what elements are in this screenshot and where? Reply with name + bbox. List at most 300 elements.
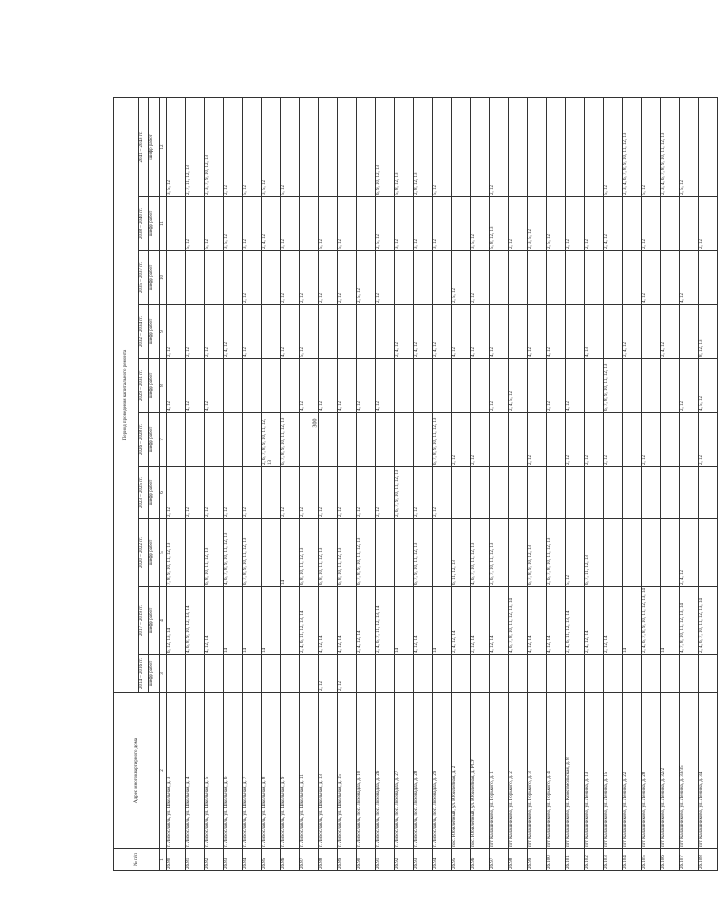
address-cell: г. Лихославль, ул. Школьная, д. 7 <box>243 693 262 849</box>
work-code-cell <box>243 655 262 693</box>
row-number-cell: 26.82 <box>205 849 224 871</box>
address-cell: г. Лихославль, пос. Лоховадла, д. 28 <box>414 693 433 849</box>
header-number: № п/п <box>114 849 160 871</box>
work-code-cell <box>186 413 205 467</box>
work-code-cell <box>661 655 680 693</box>
work-code-cell: 14 <box>433 587 452 655</box>
header-work-code: шифр работ <box>149 97 160 196</box>
work-code-cell: 4, 12, 14 <box>319 587 338 655</box>
table-row <box>699 97 718 870</box>
work-code-cell: 2, 12 <box>642 413 661 467</box>
column-number: 8 <box>160 359 167 413</box>
work-code-cell: 6, 7, 8, 9, 10, 11, 12, 13 <box>357 519 376 587</box>
work-code-cell: 2, 12 <box>528 413 547 467</box>
work-code-cell: 4, 13 <box>585 305 604 359</box>
work-code-cell: 5, 12 <box>205 197 224 251</box>
header-work-code: шифр работ <box>149 467 160 519</box>
work-code-cell: 2, 12 <box>433 467 452 519</box>
work-code-cell: 4, 12 <box>186 359 205 413</box>
work-code-cell <box>471 97 490 196</box>
work-code-cell <box>547 467 566 519</box>
work-code-cell: 4, 12 <box>471 305 490 359</box>
address-cell: г. Лихославль, пос. Лоховадла, д. 27 <box>395 693 414 849</box>
address-cell: пгт Калашниково, ул. Горького, д. 1 <box>490 693 509 849</box>
table-row <box>490 97 509 870</box>
work-code-cell <box>262 251 281 305</box>
work-code-cell: 2, 12 <box>224 467 243 519</box>
header-work-code: шифр работ <box>149 251 160 305</box>
work-code-cell: 14 <box>623 587 642 655</box>
work-code-cell: 2, 3, 5, 12 <box>528 197 547 251</box>
work-code-cell: 6, 9, 10, 12, 13 <box>376 97 395 196</box>
work-code-cell <box>509 97 528 196</box>
work-code-cell: 2, 12, 14 <box>604 587 623 655</box>
table-row <box>623 97 642 870</box>
work-code-cell <box>699 97 718 196</box>
work-code-cell: 2, 12 <box>186 305 205 359</box>
address-cell: г. Лихославль, ул. Школьная, д. 5 <box>205 693 224 849</box>
row-number-cell: 26.98 <box>509 849 528 871</box>
row-number-cell: 26.90 <box>357 849 376 871</box>
work-code-cell <box>699 467 718 519</box>
work-code-cell: 6, 8, 10, 11, 12, 13 <box>319 519 338 587</box>
work-code-cell: 6, 7, 8, 9, 10, 11, 12, 13 <box>433 413 452 467</box>
address-cell: пгт Калашниково, ул. Ленина, д. 34 <box>699 693 718 849</box>
work-code-cell: 2, 12 <box>319 655 338 693</box>
work-code-cell <box>452 655 471 693</box>
work-code-cell: 2, 6, 7, 10, 11, 12, 13 <box>490 519 509 587</box>
work-code-cell <box>186 251 205 305</box>
row-number-cell: 26.96 <box>471 849 490 871</box>
work-code-cell: 2, 5, 12 <box>547 197 566 251</box>
work-code-cell: 2, 6, 7, 9, 10, 11, 12, 13 <box>395 467 414 519</box>
work-code-cell <box>471 655 490 693</box>
work-code-cell <box>547 655 566 693</box>
work-code-cell: 2, 12 <box>167 467 186 519</box>
work-code-cell <box>338 413 357 467</box>
work-code-cell <box>262 305 281 359</box>
work-code-cell: 6, 7, 8, 9, 10, 11, 12, 13 <box>243 519 262 587</box>
work-code-cell: 2, 12 <box>376 251 395 305</box>
header-work-code: шифр работ <box>149 655 160 693</box>
work-code-cell <box>433 359 452 413</box>
work-code-cell: 2, 12 <box>680 359 699 413</box>
table-row <box>433 97 452 870</box>
work-code-cell: 2, 12 <box>566 413 585 467</box>
repair-schedule-table <box>113 97 718 871</box>
work-code-cell <box>642 655 661 693</box>
work-code-cell: 4, 6, 8, 9, 10, 12, 13, 14 <box>186 587 205 655</box>
work-code-cell <box>490 655 509 693</box>
work-code-cell <box>566 251 585 305</box>
work-code-cell <box>167 413 186 467</box>
work-code-cell <box>376 413 395 467</box>
row-number-cell: 26.93 <box>414 849 433 871</box>
address-cell: пгт Калашниково, ул. Горького, д. 3 <box>528 693 547 849</box>
work-code-cell: 2, 12 <box>414 467 433 519</box>
work-code-cell <box>509 519 528 587</box>
header-period: 2032 – 2034 гг. <box>139 305 149 359</box>
work-code-cell <box>471 467 490 519</box>
work-code-cell: 5, 12 <box>433 97 452 196</box>
work-code-cell: 3, 12 <box>395 197 414 251</box>
work-code-cell <box>680 467 699 519</box>
work-code-cell <box>661 251 680 305</box>
work-code-cell: 2, 4, 12 <box>395 305 414 359</box>
work-code-cell: 2, 12 <box>338 467 357 519</box>
work-code-cell: 2, 4, 6, 11, 12, 13, 14 <box>566 587 585 655</box>
work-code-cell: 4, 12, 14 <box>205 587 224 655</box>
work-code-cell: 4, 12 <box>281 305 300 359</box>
work-code-cell <box>699 519 718 587</box>
work-code-cell: 2, 12 <box>642 197 661 251</box>
work-code-cell <box>604 251 623 305</box>
work-code-cell: 4, 6, 7, 8, 9, 10, 11, 12, 13 <box>224 519 243 587</box>
table-row <box>167 97 186 870</box>
work-code-cell <box>300 413 319 467</box>
address-cell: пос. Юбилейный, ул. Юбилейная, д. 2 <box>452 693 471 849</box>
table-row <box>642 97 661 870</box>
work-code-cell: 4, 12 <box>300 359 319 413</box>
header-work-code: шифр работ <box>149 413 160 467</box>
work-code-cell <box>661 413 680 467</box>
address-cell: пгт Калашниково, ул. Ленина, д. 33/35 <box>680 693 699 849</box>
work-code-cell <box>509 655 528 693</box>
work-code-cell: 4, 12 <box>680 251 699 305</box>
work-code-cell: 4, 12, 14 <box>528 587 547 655</box>
work-code-cell <box>243 413 262 467</box>
work-code-cell <box>509 413 528 467</box>
work-code-cell <box>205 655 224 693</box>
work-code-cell <box>509 305 528 359</box>
work-code-cell <box>642 519 661 587</box>
work-code-cell: 14 <box>281 519 300 587</box>
work-code-cell: 4, 6, 7, 8, 10, 11, 12, 13, 14 <box>509 587 528 655</box>
work-code-cell: 2, 12 <box>566 197 585 251</box>
work-code-cell <box>528 467 547 519</box>
work-code-cell <box>566 467 585 519</box>
address-cell: пгт Калашниково, ул. Ленина, д. 22 <box>623 693 642 849</box>
work-code-cell <box>680 413 699 467</box>
work-code-cell <box>623 519 642 587</box>
work-code-cell: 2, 4, 12 <box>661 305 680 359</box>
work-code-cell <box>376 519 395 587</box>
work-code-cell: 6, 7, 8, 9, 10, 11, 12, 13 <box>281 413 300 467</box>
row-number-cell: 26.83 <box>224 849 243 871</box>
work-code-cell <box>167 251 186 305</box>
work-code-cell <box>262 359 281 413</box>
work-code-cell <box>642 467 661 519</box>
work-code-cell: 2, 12 <box>281 251 300 305</box>
work-code-cell <box>604 467 623 519</box>
work-code-cell: 2, 12 <box>338 251 357 305</box>
work-code-cell <box>357 305 376 359</box>
work-code-cell <box>452 467 471 519</box>
work-code-cell: 2, 4, 12 <box>623 305 642 359</box>
work-code-cell <box>528 251 547 305</box>
work-code-cell <box>224 359 243 413</box>
work-code-cell: 3, 5, 12 <box>167 97 186 196</box>
table-row <box>224 97 243 870</box>
work-code-cell <box>395 655 414 693</box>
work-code-cell <box>395 413 414 467</box>
work-code-cell <box>623 359 642 413</box>
work-code-cell: 6, 7, 8, 9, 10, 12, 13 <box>528 519 547 587</box>
header-work-code: шифр работ <box>149 359 160 413</box>
rotated-table-wrapper <box>113 98 704 871</box>
work-code-cell <box>300 655 319 693</box>
work-code-cell: 6, 11, 12, 13 <box>452 519 471 587</box>
work-code-cell <box>490 251 509 305</box>
work-code-cell <box>547 413 566 467</box>
header-period: 2041 – 2043 гг. <box>139 97 149 196</box>
work-code-cell <box>509 251 528 305</box>
work-code-cell <box>281 359 300 413</box>
work-code-cell <box>680 197 699 251</box>
work-code-cell <box>528 359 547 413</box>
work-code-cell: 14 <box>661 587 680 655</box>
work-code-cell: 4, 12, 14 <box>547 587 566 655</box>
table-row <box>376 97 395 870</box>
header-period: 2017 – 2019 гг. <box>139 587 149 655</box>
work-code-cell <box>604 655 623 693</box>
work-code-cell <box>414 359 433 413</box>
work-code-cell: 2, 4, 6, 7, 10, 11, 12, 13, 14 <box>699 587 718 655</box>
work-code-cell <box>661 359 680 413</box>
work-code-cell <box>262 467 281 519</box>
address-cell: г. Лихославль, ул. Школьная, д. 11 <box>300 693 319 849</box>
address-cell: пос. Юбилейный, ул. Юбилейная, д. РСУ <box>471 693 490 849</box>
work-code-cell <box>395 359 414 413</box>
work-code-cell: 2, 12 <box>167 305 186 359</box>
work-code-cell <box>623 413 642 467</box>
row-number-cell: 26.89 <box>338 849 357 871</box>
work-code-cell: 5, 12 <box>300 305 319 359</box>
work-code-cell: 2, 5, 12 <box>357 251 376 305</box>
work-code-cell: 2, 4, 6, 11, 12, 13, 14 <box>300 587 319 655</box>
work-code-cell <box>452 359 471 413</box>
work-code-cell <box>642 359 661 413</box>
work-code-cell: 2, 12 <box>300 467 319 519</box>
header-period: 2023 – 2025 гг. <box>139 467 149 519</box>
header-period: 2014 – 2016 гг. <box>139 655 149 693</box>
work-code-cell <box>604 519 623 587</box>
work-code-cell <box>585 97 604 196</box>
work-code-cell <box>642 305 661 359</box>
work-code-cell <box>167 655 186 693</box>
address-cell: г. Лихославль, ул. Школьная, д. 15 <box>338 693 357 849</box>
work-code-cell: 2, 12 <box>509 197 528 251</box>
work-code-cell: 2, 4, 12 <box>604 197 623 251</box>
work-code-cell: 2, 6, 7, 8, 9, 10, 11, 12, 13 <box>262 413 281 467</box>
row-number-cell: 26.105 <box>642 849 661 871</box>
address-cell: пгт Калашниково, ул. Горького, д. 2 <box>509 693 528 849</box>
work-code-cell: 4, 12 <box>243 305 262 359</box>
work-code-cell <box>224 655 243 693</box>
work-code-cell: 2, 6, 7, 8, 10, 11, 12, 13 <box>547 519 566 587</box>
table-row <box>547 97 566 870</box>
work-code-cell: 2, 12 <box>186 467 205 519</box>
address-cell: пгт Калашниково, ул. Ленина, д. 28 <box>642 693 661 849</box>
work-code-cell: 6, 8, 10, 11, 12, 13 <box>205 519 224 587</box>
work-code-cell <box>661 519 680 587</box>
column-number: 6 <box>160 467 167 519</box>
table-row <box>262 97 281 870</box>
work-code-cell: 5, 8, 12, 13 <box>490 197 509 251</box>
work-code-cell <box>186 519 205 587</box>
work-code-cell: 5, 8, 12, 13 <box>395 97 414 196</box>
work-code-cell <box>433 251 452 305</box>
address-cell: г. Лихославль, ул. Школьная, д. 6 <box>224 693 243 849</box>
header-periods-title: Период проведения капитального ремонта <box>114 97 139 692</box>
work-code-cell: 14 <box>395 587 414 655</box>
work-code-cell: 6, 7, 11, 12, 13 <box>585 519 604 587</box>
work-code-cell <box>205 413 224 467</box>
work-code-cell: 2, 12 <box>585 413 604 467</box>
work-code-cell: 2, 12 <box>699 197 718 251</box>
work-code-cell: 14 <box>243 587 262 655</box>
work-code-cell <box>661 197 680 251</box>
work-code-cell: 5, 12 <box>243 97 262 196</box>
table-row <box>338 97 357 870</box>
work-code-cell <box>281 655 300 693</box>
work-code-cell <box>680 655 699 693</box>
work-code-cell: 6, 8, 10, 11, 12, 13 <box>338 519 357 587</box>
work-code-cell: 6, 7, 9, 10, 11, 12, 13 <box>414 519 433 587</box>
work-code-cell: 4, 12 <box>547 305 566 359</box>
work-code-cell <box>585 359 604 413</box>
work-code-cell: 5, 12 <box>642 97 661 196</box>
work-code-cell: 2, 12 <box>471 413 490 467</box>
column-number: 11 <box>160 197 167 251</box>
header-work-code: шифр работ <box>149 519 160 587</box>
work-code-cell <box>224 251 243 305</box>
table-row <box>680 97 699 870</box>
row-number-cell: 26.108 <box>699 849 718 871</box>
row-number-cell: 26.91 <box>376 849 395 871</box>
column-number: 10 <box>160 251 167 305</box>
row-number-cell: 26.92 <box>395 849 414 871</box>
work-code-cell: 2, 12 <box>243 251 262 305</box>
column-number: 2 <box>160 693 167 849</box>
work-code-cell: 4, 12 <box>319 359 338 413</box>
work-code-cell: 4, 12, 14 <box>414 587 433 655</box>
table-row <box>566 97 585 870</box>
work-code-cell <box>699 251 718 305</box>
table-row <box>414 97 433 870</box>
work-code-cell <box>395 251 414 305</box>
header-period: 2035 – 2037 гг. <box>139 251 149 305</box>
work-code-cell: 2, 12 <box>357 467 376 519</box>
address-cell: г. Лихославль, пос. Лоховадла, д. 10 <box>357 693 376 849</box>
table-row <box>604 97 623 870</box>
work-code-cell: 2, 4, 12 <box>680 519 699 587</box>
work-code-cell <box>699 655 718 693</box>
address-cell: пгт Калашниково, ул. Ленина, д. 32/2 <box>661 693 680 849</box>
work-code-cell: 3, 5, 12 <box>471 197 490 251</box>
work-code-cell: 2, 4, 12 <box>262 197 281 251</box>
work-code-cell <box>243 359 262 413</box>
work-code-cell: 2, 4, 5, 12 <box>509 359 528 413</box>
work-code-cell: 2, 5, 12 <box>680 97 699 196</box>
work-code-cell <box>585 251 604 305</box>
work-code-cell: 6, 7, 8, 9, 10, 11, 12, 13 <box>604 359 623 413</box>
work-code-cell <box>452 97 471 196</box>
work-code-cell <box>186 655 205 693</box>
work-code-cell: 4, 12 <box>376 359 395 413</box>
row-number-cell: 26.85 <box>262 849 281 871</box>
row-number-cell: 26.95 <box>452 849 471 871</box>
work-code-cell: 2, 4, 12 <box>414 305 433 359</box>
work-code-cell: 2, 12 <box>490 359 509 413</box>
work-code-cell <box>338 305 357 359</box>
work-code-cell: 5, 12 <box>186 197 205 251</box>
table-row <box>300 97 319 870</box>
header-period: 2038 – 2040 гг. <box>139 197 149 251</box>
work-code-cell <box>414 413 433 467</box>
work-code-cell: 2, 5, 12 <box>452 251 471 305</box>
work-code-cell <box>414 655 433 693</box>
work-code-cell <box>604 305 623 359</box>
work-code-cell: 2, 12 <box>319 467 338 519</box>
work-code-cell: 2, 12 <box>471 251 490 305</box>
work-code-cell: 2, 12 <box>319 251 338 305</box>
work-code-cell: 2, 3, 4, 6, 7, 8, 9, 10, 11, 12, 13 <box>623 97 642 196</box>
table-row <box>319 97 338 870</box>
page-number: 300 <box>312 418 319 428</box>
work-code-cell <box>300 197 319 251</box>
row-number-cell: 26.104 <box>623 849 642 871</box>
address-cell: пгт Калашниково, ул. Ленина, д. 15 <box>604 693 623 849</box>
work-code-cell <box>680 305 699 359</box>
header-address: Адрес многоквартирного дома <box>114 693 160 849</box>
work-code-cell: 2, 5, 12 <box>376 197 395 251</box>
work-code-cell: 5, 12 <box>338 197 357 251</box>
column-number: 9 <box>160 305 167 359</box>
work-code-cell: 2, 3, 4, 6, 7, 8, 9, 10, 11, 12, 13 <box>661 97 680 196</box>
work-code-cell <box>376 655 395 693</box>
column-number: 3 <box>160 655 167 693</box>
row-number-cell: 26.94 <box>433 849 452 871</box>
work-code-cell <box>471 359 490 413</box>
work-code-cell <box>623 251 642 305</box>
work-code-cell: 2, 7, 11, 12, 13 <box>186 97 205 196</box>
table-row <box>471 97 490 870</box>
address-cell: г. Лихославль, ул. Школьная, д. 9 <box>281 693 300 849</box>
table-row <box>357 97 376 870</box>
work-code-cell <box>205 251 224 305</box>
work-code-cell <box>262 519 281 587</box>
work-code-cell <box>357 655 376 693</box>
row-number-cell: 26.97 <box>490 849 509 871</box>
work-code-cell <box>490 413 509 467</box>
work-code-cell <box>528 655 547 693</box>
work-code-cell: 2, 12 <box>205 467 224 519</box>
address-cell: пгт Калашниково, ул. Горького, д. 4 <box>547 693 566 849</box>
work-code-cell <box>376 305 395 359</box>
row-number-cell: 26.86 <box>281 849 300 871</box>
row-number-cell: 26.102 <box>585 849 604 871</box>
work-code-cell: 5, 12 <box>604 97 623 196</box>
work-code-cell: 2, 12 <box>452 413 471 467</box>
address-cell: г. Лихославль, ул. Школьная, д. 4 <box>186 693 205 849</box>
work-code-cell <box>262 655 281 693</box>
row-number-cell: 26.88 <box>319 849 338 871</box>
work-code-cell <box>623 197 642 251</box>
work-code-cell: 6, 8, 10, 11, 12, 13 <box>300 519 319 587</box>
work-code-cell <box>433 655 452 693</box>
table-row <box>243 97 262 870</box>
